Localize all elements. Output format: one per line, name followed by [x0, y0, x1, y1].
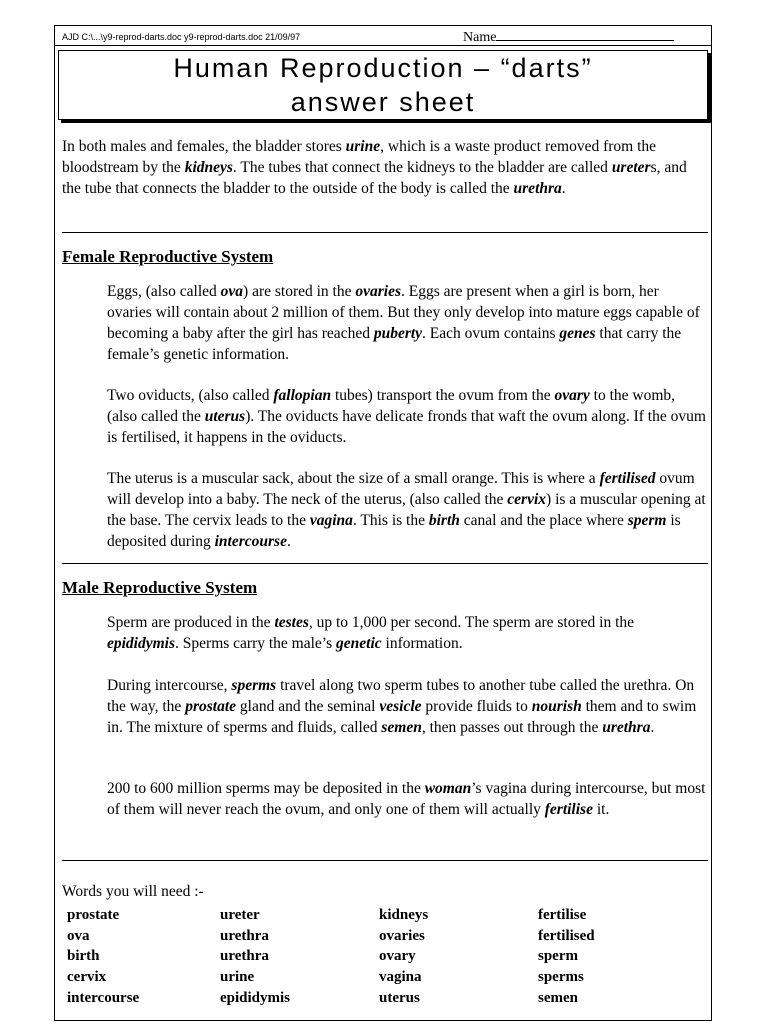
paragraph-text: that carry the female’s genetic information.: [107, 325, 682, 363]
intro-paragraph: [62, 136, 708, 199]
paragraph-text: . The tubes that connect the kidneys to the bladder are called: [232, 159, 612, 176]
divider: [62, 860, 708, 861]
answer-word: puberty: [373, 325, 423, 342]
answer-word: fertilise: [544, 801, 593, 818]
word-bank-item: epididymis: [220, 989, 291, 1006]
paragraph-text: , then passes out through the: [421, 719, 603, 736]
word-bank-column-3: [379, 905, 428, 1009]
female-paragraph-3: [107, 468, 707, 552]
paragraph-text: During intercourse,: [107, 677, 232, 694]
paragraph-text: . Sperms carry the male’s: [175, 635, 337, 652]
paragraph-text: . This is the: [352, 512, 429, 529]
word-bank-item: ova: [67, 927, 90, 944]
divider: [62, 563, 708, 564]
paragraph-text: .: [650, 719, 655, 736]
word-bank-item: ureter: [220, 907, 260, 923]
page-title-line-2: answer sheet: [290, 87, 476, 117]
paragraph-text: to the womb, (also called the: [107, 387, 676, 425]
answer-word: nourish: [531, 698, 582, 715]
word-bank-item: fertilise: [538, 907, 587, 923]
male-paragraph-2: [107, 675, 707, 738]
paragraph-text: 200 to 600 million sperms may be deposited in the: [107, 780, 425, 797]
answer-word: ovaries: [355, 283, 402, 300]
paragraph-text: In both males and females, the bladder stores: [62, 138, 346, 155]
word-bank-item: kidneys: [379, 907, 429, 923]
male-paragraph-3: [107, 778, 707, 820]
paragraph-text: .: [561, 180, 566, 197]
word-bank-item: sperm: [538, 948, 578, 965]
paragraph-text: ). The oviducts have delicate fronds that waft the ovum along. If the ovum is fertilised, it happens in the oviducts.: [107, 408, 706, 446]
paragraph-text: ) is a muscular opening at the base. The cervix leads to the: [107, 491, 706, 529]
answer-word: ovary: [554, 387, 590, 404]
paragraph-text: Two oviducts, (also called: [107, 387, 274, 404]
answer-word: urethra: [602, 719, 651, 736]
name-blank-line: [496, 28, 674, 41]
answer-word: epididymis: [107, 635, 176, 652]
paragraph-text: them and to swim in. The mixture of sperms and fluids, called: [107, 698, 697, 736]
header-divider: [55, 45, 711, 46]
paragraph-text: , which is a waste product removed from the bloodstream by the: [62, 138, 657, 176]
word-bank-item: uterus: [379, 989, 420, 1006]
answer-word: birth: [428, 512, 460, 529]
paragraph-text: . Each ovum contains: [422, 325, 560, 342]
answer-word: fertilised: [599, 470, 656, 487]
paragraph-text: ’s vagina during intercourse, but most of them will never reach the ovum, and only one of them will actually: [107, 780, 706, 818]
answer-word: intercourse: [214, 533, 287, 550]
word-bank-item: urethra: [220, 927, 269, 944]
answer-word: sperms: [231, 677, 277, 694]
answer-word: ureter: [611, 159, 651, 176]
answer-word: cervix: [507, 491, 547, 508]
answer-word: urine: [345, 138, 381, 155]
word-bank-item: sperms: [538, 969, 584, 986]
page-title: [173, 51, 592, 119]
file-path-header: AJD C:\...\y9-reprod-darts.doc y9-reprod-darts.doc 21/09/97: [62, 32, 301, 42]
answer-word: woman: [424, 780, 472, 797]
answer-word: ova: [220, 283, 244, 300]
word-bank-column-1: [67, 905, 139, 1009]
paragraph-text: . Eggs are present when a girl is born, her ovaries will contain about 2 million of them. But they only develop into mature eggs capable of becoming a baby after the girl has reached: [107, 283, 700, 342]
word-bank-item: vagina: [379, 969, 422, 986]
answer-word: uterus: [204, 408, 246, 425]
word-bank-item: urethra: [220, 948, 269, 965]
name-field: [463, 28, 674, 46]
word-bank-column-4: [538, 905, 595, 1009]
answer-word: fallopian: [273, 387, 332, 404]
word-bank-column-2: [220, 905, 290, 1009]
name-label: Name: [463, 30, 497, 45]
answer-word: sperm: [627, 512, 667, 529]
paragraph-text: The uterus is a muscular sack, about the size of a small orange. This is where a: [107, 470, 600, 487]
paragraph-text: Sperm are produced in the: [107, 614, 275, 631]
word-bank-item: cervix: [67, 969, 107, 986]
answer-word: testes: [274, 614, 309, 631]
word-bank-intro: Words you will need :-: [62, 883, 204, 900]
paragraph-text: it.: [592, 801, 610, 818]
paragraph-text: is deposited during: [107, 512, 681, 550]
answer-word: vesicle: [379, 698, 422, 715]
word-bank-item: ovaries: [379, 927, 425, 944]
paragraph-text: canal and the place where: [459, 512, 628, 529]
paragraph-text: provide fluids to: [421, 698, 532, 715]
paragraph-text: information.: [381, 635, 463, 652]
word-bank-item: semen: [538, 989, 578, 1006]
male-section-heading: Male Reproductive System: [62, 578, 258, 597]
word-bank-item: urine: [220, 969, 255, 986]
answer-word: genes: [559, 325, 596, 342]
word-bank-item: prostate: [67, 907, 120, 923]
answer-word: semen: [381, 719, 422, 736]
word-bank-item: ovary: [379, 948, 416, 965]
word-bank-item: birth: [67, 948, 100, 965]
word-bank-item: fertilised: [538, 927, 595, 944]
paragraph-text: gland and the seminal: [236, 698, 380, 715]
paragraph-text: travel along two sperm tubes to another tube called the urethra. On the way, the: [107, 677, 695, 715]
answer-word: genetic: [336, 635, 382, 652]
paragraph-text: ovum will develop into a baby. The neck of the uterus, (also called the: [107, 470, 695, 508]
paragraph-text: Eggs, (also called: [107, 283, 221, 300]
answer-word: urethra: [513, 180, 562, 197]
title-box: [58, 50, 708, 120]
paragraph-text: tubes) transport the ovum from the: [331, 387, 555, 404]
paragraph-text: , up to 1,000 per second. The sperm are stored in the: [308, 614, 635, 631]
paragraph-text: .: [286, 533, 291, 550]
male-paragraph-1: [107, 612, 707, 654]
female-paragraph-1: [107, 281, 707, 365]
answer-word: kidneys: [184, 159, 233, 176]
female-section-heading: Female Reproductive System: [62, 247, 274, 266]
answer-word: prostate: [185, 698, 237, 715]
word-bank-item: intercourse: [67, 989, 140, 1006]
page-title-line-1: Human Reproduction – “darts”: [173, 53, 593, 83]
female-paragraph-2: [107, 385, 707, 448]
answer-word: vagina: [309, 512, 353, 529]
paragraph-text: ) are stored in the: [243, 283, 356, 300]
paragraph-text: s, and the tube that connects the bladder to the outside of the body is called the: [62, 159, 687, 197]
divider: [62, 232, 708, 233]
